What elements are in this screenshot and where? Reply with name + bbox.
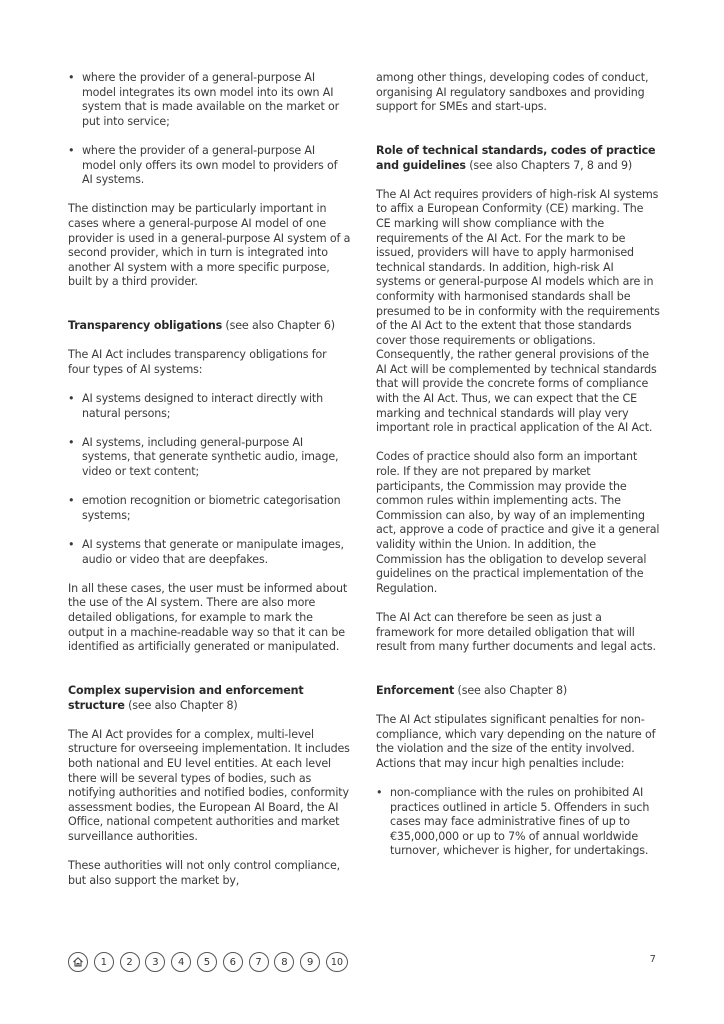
chapter-reference: (see also Chapters 7, 8 and 9): [465, 158, 633, 172]
section-title: Enforcement: [376, 683, 455, 697]
list-item: • non-compliance with the rules on prohibited AI practices outlined in article 5. Offenders in such cases may face administrative fines of up to €35,000,000 or up to 7% of annual worldwide turnover, whichever is higher, for undertakings.: [376, 786, 660, 859]
transparency-heading: [68, 319, 351, 334]
transparency-intro: The AI Act includes transparency obligations for four types of AI systems:: [68, 348, 327, 376]
continuation-paragraph: among other things, developing codes of conduct, organising AI regulatory sandboxes and providing support for SMEs and start-ups.: [376, 71, 649, 114]
page-number: 7: [649, 954, 656, 965]
supervision-paragraph: These authorities will not only control compliance, but also support the market by,: [68, 859, 341, 887]
chapter-4-button[interactable]: 4: [171, 952, 191, 972]
list-item: • emotion recognition or biometric categorisation systems;: [68, 494, 351, 523]
right-column: [376, 71, 660, 874]
chapter-1-button[interactable]: 1: [94, 952, 114, 972]
section-title: Role of technical standards, codes of practice and guidelines: [376, 143, 656, 172]
chapter-9-button[interactable]: 9: [300, 952, 320, 972]
standards-paragraph: The AI Act requires providers of high-risk AI systems to affix a European Conformity (CE) marking. The CE marking will show compliance with the requirements of the AI Act. For the mark to be issued, providers will have to apply harmonised technical standards. In addition, high-risk AI systems or general-purpose AI models which are in conformity with harmonised standards shall be presumed to be in conformity with the requirements of the AI Act to the extent that those standards cover those requirements or obligations. Consequently, the rather general provisions of the AI Act will be complemented by technical standards that will provide the concrete forms of compliance with the AI Act. Thus, we can expect that the CE marking and technical standards will play very important role in practical application of the AI Act.: [376, 187, 660, 435]
standards-heading: [376, 144, 660, 173]
chapter-10-button[interactable]: 10: [326, 952, 348, 972]
transparency-bullet-list: [68, 392, 351, 567]
enforcement-bullet-list: [376, 786, 660, 859]
chapter-7-button[interactable]: 7: [249, 952, 269, 972]
standards-paragraph: The AI Act can therefore be seen as just a framework for more detailed obligation that will result from many further documents and legal acts.: [376, 610, 656, 654]
transparency-closing: In all these cases, the user must be informed about the use of the AI system. There are also more detailed obligations, for example to mark the output in a machine-readable way so that it can be identified as artificially generated or manipulated.: [68, 581, 348, 654]
chapter-3-button[interactable]: 3: [145, 952, 165, 972]
list-item: • where the provider of a general-purpose AI model integrates its own model into its own AI system that is made available on the market or put into service;: [68, 71, 351, 129]
supervision-heading: [68, 684, 351, 713]
standards-paragraph: Codes of practice should also form an important role. If they are not prepared by market participants, the Commission may provide the common rules within implementing acts. The Commission can also, by way of an implementing act, approve a code of practice and give it a general validity within the Union. In addition, the Commission has the obligation to develop several guidelines on the practical implementation of the Regulation.: [376, 450, 660, 595]
provider-bullet-list: [68, 71, 351, 188]
list-item: • AI systems, including general-purpose AI systems, that generate synthetic audio, image, video or text content;: [68, 436, 351, 480]
enforcement-heading: [376, 684, 660, 699]
chapter-2-button[interactable]: 2: [120, 952, 140, 972]
chapter-5-button[interactable]: 5: [197, 952, 217, 972]
home-button[interactable]: [68, 952, 88, 972]
chapter-reference: (see also Chapter 8): [124, 698, 238, 712]
supervision-paragraph: The AI Act provides for a complex, multi-level structure for overseeing implementation. It includes both national and EU level entities. At each level there will be several types of bodies, such as notifying authorities and notified bodies, conformity assessment bodies, the European AI Board, the AI Office, national competent authorities and market surveillance authorities.: [68, 727, 350, 843]
distinction-paragraph: The distinction may be particularly important in cases where a general-purpose AI model of one provider is used in a general-purpose AI system of a second provider, which in turn is integrated into another AI system with a more specific purpose, built by a third provider.: [68, 202, 351, 289]
chapter-navigation: [68, 951, 348, 973]
section-title: Complex supervision and enforcement structure: [68, 683, 304, 712]
chapter-8-button[interactable]: 8: [274, 952, 294, 972]
section-title: Transparency obligations: [68, 319, 223, 333]
chapter-reference: (see also Chapter 6): [222, 319, 335, 333]
chapter-reference: (see also Chapter 8): [454, 683, 568, 697]
home-icon: [72, 956, 84, 968]
enforcement-intro: The AI Act stipulates significant penalties for non-compliance, which vary depending on the nature of the violation and the size of the entity involved. Actions that may incur high penalties include:: [376, 713, 656, 770]
list-item: • where the provider of a general-purpose AI model only offers its own model to providers of AI systems.: [68, 144, 351, 188]
list-item: • AI systems that generate or manipulate images, audio or video that are deepfakes.: [68, 538, 351, 567]
left-column: [68, 71, 351, 903]
list-item: • AI systems designed to interact directly with natural persons;: [68, 392, 351, 421]
chapter-6-button[interactable]: 6: [223, 952, 243, 972]
